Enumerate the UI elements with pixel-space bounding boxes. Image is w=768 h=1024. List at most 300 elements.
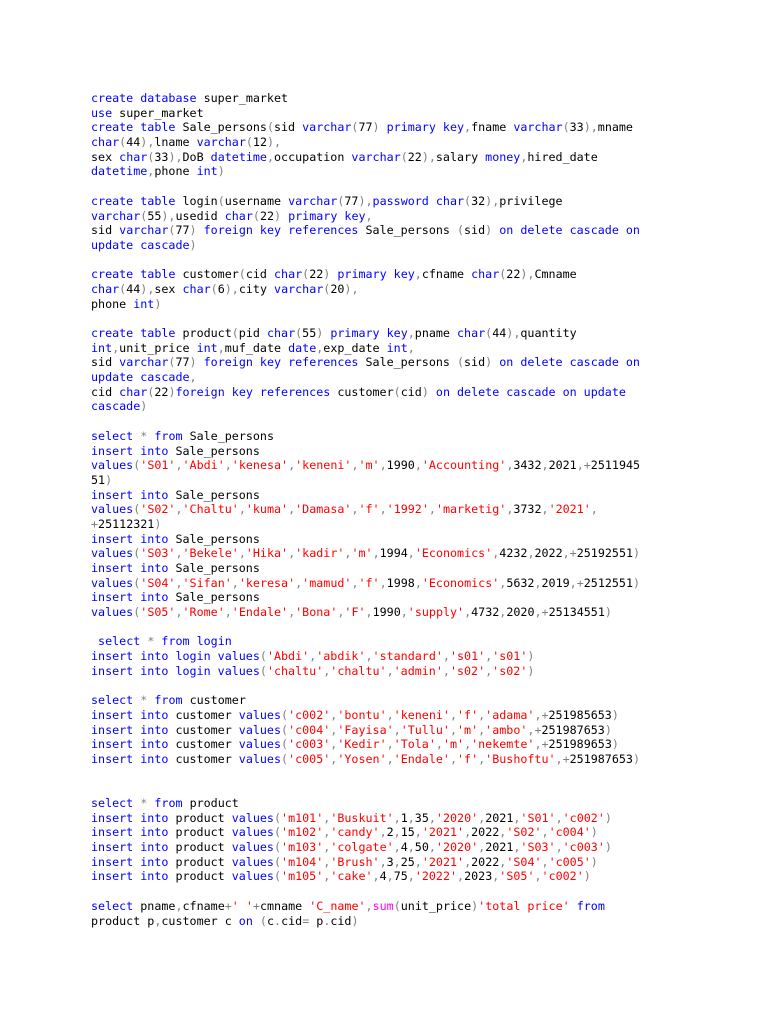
code-token: product [175,326,232,340]
code-token: 1994 [379,546,408,561]
code-token: 's01' [492,649,528,664]
code-token: 'Damasa' [295,502,352,517]
code-line [91,385,691,400]
code-token: '2021' [421,825,465,840]
code-token: 1990 [372,605,401,620]
code-token: ) [527,663,535,678]
code-token: , [499,825,507,840]
blank-line [91,781,691,796]
code-token: ), [421,149,436,164]
code-token: 'colgate' [330,840,394,855]
code-token: , [513,840,521,855]
code-token: unit_price [400,898,472,913]
code-line [91,546,691,561]
code-token: , [224,605,232,620]
code-token: ( [499,267,507,282]
code-token: exp_date [323,340,387,355]
code-token: salary [435,149,486,164]
code-token: , [407,810,415,825]
code-token: ), [168,149,183,164]
code-line [91,326,691,341]
code-token: ) [632,751,641,766]
code-token: 'S03' [520,840,556,855]
code-token: int [196,340,218,355]
code-token: 'keresa' [238,575,296,590]
code-token: insert into [91,722,169,737]
code-token: ( [485,326,493,340]
code-token: 'kuma' [245,502,289,517]
code-token: 'S01' [140,458,176,473]
code-token: customer [182,693,246,708]
code-token: datetime [210,149,267,164]
code-token: 'C_name' [309,898,366,913]
code-token: on delete cascade on [499,355,640,370]
code-line [91,91,691,106]
code-token: ( [217,193,225,208]
code-token: 251989653 [548,737,612,752]
code-token: ( [464,193,472,208]
code-token: 44 [126,135,141,150]
code-token: , [175,898,183,913]
code-token: lname [154,135,197,150]
code-token: ) [604,810,612,825]
blank-line [91,179,691,194]
code-token: ( [273,854,282,869]
code-token: hired_date [527,149,598,164]
code-token: ) [471,898,479,913]
code-token: 'c004' [548,825,591,840]
code-token: ), [140,135,155,150]
code-token: 'Economics' [421,575,500,590]
code-token: 77 [175,355,190,370]
code-token: use [91,105,113,120]
code-token: ), [583,120,598,135]
code-line [91,590,691,605]
code-line [91,737,691,752]
code-token: , [407,326,415,340]
code-token: 'nekemte' [471,737,535,752]
code-token: char [435,193,465,208]
code-token: phone [154,164,197,179]
code-token: date [288,340,317,355]
code-token: ( [302,267,310,282]
code-token: ( [273,869,282,884]
code-token: 'keneni' [393,707,450,722]
sql-document [91,91,691,928]
blank-line [91,767,691,782]
code-token: insert into [91,854,169,869]
code-token: , [288,546,296,561]
code-token: primary key [288,208,366,223]
code-token: occupation [274,149,352,164]
code-token: 15 [400,825,415,840]
code-token: , [337,605,345,620]
code-token: 'f' [457,707,479,722]
code-token: , [379,575,387,590]
code-token: , [464,605,472,620]
code-token: , [175,458,183,473]
code-token: 4 [379,869,387,884]
code-token: 's02' [449,663,486,678]
code-token: 20 [330,281,345,296]
code-token [429,194,436,208]
code-token: , [534,869,542,884]
code-token: Sale_persons [358,355,457,370]
code-token: , [414,267,422,282]
code-token: ) [583,869,591,884]
code-token: * [140,428,148,443]
code-token: , [464,737,472,752]
code-token: insert into [91,810,169,825]
code-token: customer [168,722,239,737]
code-token: * [140,796,148,810]
code-token: ( [119,281,127,296]
code-line [91,135,691,150]
code-token: select [91,796,134,810]
code-token: , [330,751,338,766]
code-token: 'candy' [330,825,380,840]
code-token: ) [590,825,598,840]
code-token: usedid [175,208,225,223]
code-token: ( [266,120,274,135]
code-token: update cascade [91,237,190,252]
code-token: int [91,340,113,355]
code-token: , [428,502,436,517]
code-token: , [323,840,331,855]
code-token: , [541,502,549,517]
code-token: ) [351,913,359,928]
code-token: foreign key references [175,384,331,399]
code-token: 'Chaltu' [182,502,239,517]
code-token: values [231,840,274,855]
code-line [91,209,691,224]
code-token: 35 [414,810,429,825]
code-token: 33 [569,120,584,135]
code-token: Sale_persons [168,590,260,605]
code-token: , [323,810,331,825]
code-token: , [485,649,493,664]
code-token: create table [91,326,176,340]
code-token: , [372,546,380,561]
blank-line [91,253,691,268]
code-line [91,150,691,165]
code-token: 'Sifan' [182,575,232,590]
code-token: 'S04' [506,854,542,869]
code-token: ) [154,516,162,531]
code-token: pname [414,326,458,340]
code-line [91,649,691,664]
code-token: from login [161,634,232,649]
code-token: fname [471,120,514,135]
code-token: 251985653 [548,707,612,722]
code-token: , [393,810,401,825]
code-token: 'kenesa' [231,458,289,473]
code-token: ) [611,737,619,752]
code-token: 'S05' [140,605,176,620]
code-token: values [231,854,274,869]
code-token: ( [168,355,176,370]
code-token: 'Brush' [330,854,380,869]
code-token [429,385,436,399]
code-line [91,223,691,238]
code-token: ) [633,575,641,590]
code-token: , [365,208,373,223]
code-token: create table [91,120,176,135]
code-token: ( [168,223,176,238]
code-token: ) [372,120,380,135]
code-token: , [288,458,296,473]
code-token: char [471,267,500,282]
code-token: , [457,869,465,884]
code-token: ( [147,384,155,399]
code-token [197,223,204,237]
code-token: , [407,869,415,884]
code-token: foreign key references [203,355,359,370]
code-token: ) [105,472,113,487]
code-token: 'S02' [140,502,176,517]
code-line [91,458,691,473]
code-token: , [372,869,380,884]
code-line [91,106,691,121]
code-token: 4732 [471,605,500,620]
code-token: . [274,913,282,928]
code-token: 'supply' [407,605,465,620]
code-token: ,+ [569,575,584,590]
blank-line [91,884,691,899]
code-token: 2511945 [590,458,641,473]
code-token: 'S02' [506,825,542,840]
code-token: ( [393,384,401,399]
code-token: char [266,326,296,340]
code-token: , [541,458,549,473]
code-token: 77 [175,223,190,238]
code-token: ( [323,281,331,296]
code-token: insert into login values [91,663,260,678]
code-token: insert into [91,869,169,884]
code-token: values [91,605,134,620]
code-token: sid [464,355,486,370]
code-token: insert into [91,825,169,840]
code-token: varchar [513,120,563,135]
code-line [91,473,691,488]
code-token: = [302,913,310,928]
code-token: 'keneni' [295,458,352,473]
code-token: , [295,575,303,590]
code-line [91,370,691,385]
code-token: 2 [386,825,394,840]
code-token: insert into [91,737,169,752]
blank-line [91,414,691,429]
code-token: 4 [400,840,408,855]
code-token: ( [273,825,282,840]
code-token: values [91,502,134,517]
code-token: customer [175,267,239,282]
code-token: product [182,796,239,810]
code-token: ( [133,546,141,561]
code-token: '2022' [414,869,458,884]
code-token: Sale_persons [168,531,260,546]
code-token: ,+ [555,751,570,766]
code-token: product [168,810,232,825]
code-token: on delete cascade on update [435,384,626,399]
code-token: 'Yosen' [337,751,387,766]
code-token: insert into [91,707,169,722]
code-token: product [168,854,232,869]
code-token: Sale_persons [175,120,267,135]
code-line [91,502,691,517]
code-token: 'Tola' [393,737,436,752]
code-token: , [386,663,394,678]
code-token: 'c005' [548,854,591,869]
code-token: 'Bona' [295,605,338,620]
code-token: values [238,707,282,722]
code-token: cid [245,267,274,282]
code-token: 25134551 [548,605,605,620]
code-token: Sale_persons [358,223,457,238]
code-token: ,+ [534,737,549,752]
code-token: 's02' [492,663,528,678]
code-token: 'abdik' [316,649,366,664]
code-line [91,517,691,532]
code-token: 'f' [457,751,479,766]
code-token: char [119,149,148,164]
code-token: ) [485,355,493,370]
code-token: 'Bushoftu' [485,751,556,766]
code-token: ) [590,854,598,869]
code-token: ), [506,326,521,340]
code-token: sid [464,223,486,238]
code-line [91,634,691,649]
code-token: 'Accounting' [421,458,507,473]
code-token: product [168,840,232,855]
code-token: , [189,370,197,385]
code-token: 12 [252,135,267,150]
code-token: ) [140,399,148,414]
code-token: ( [281,737,289,752]
code-token: ,+ [534,707,549,722]
code-token: 5632 [506,575,535,590]
code-token: , [238,546,246,561]
code-token: ) [485,223,493,238]
code-token: 44 [126,281,141,296]
code-token: 77 [344,193,359,208]
code-token: , [154,913,162,928]
code-token: , [351,458,359,473]
code-token: , [520,149,528,164]
code-token: char [91,281,120,296]
code-token: 2021 [485,810,514,825]
code-token: foreign key references [203,223,359,238]
code-line [91,444,691,459]
code-token: super_market [112,105,204,120]
code-token: 'total price' [478,898,570,913]
code-token: , [449,707,457,722]
code-token: 'S04' [140,575,176,590]
code-line [91,164,691,179]
code-token: product [168,869,232,884]
code-token: ( [281,707,289,722]
code-token: 2020 [506,605,535,620]
code-token: cid [91,384,120,399]
code-token: , [386,737,394,752]
code-token: 'm' [358,458,380,473]
code-token: ( [231,326,239,340]
code-token: + [252,898,260,913]
code-token: , [541,854,549,869]
code-token: from [154,428,183,443]
code-token: ) [611,707,619,722]
code-token: values [238,722,282,737]
code-token [570,899,577,913]
code-token: 3 [386,854,394,869]
code-token: char [274,267,303,282]
code-token: cmname [259,898,310,913]
code-token: , [485,663,493,678]
code-line [91,282,691,297]
code-token: , [478,751,486,766]
code-token: ) [604,722,612,737]
code-token: , [288,502,296,517]
code-token: , [449,722,457,737]
code-token: primary key [330,326,408,340]
code-token: , [442,649,450,664]
code-token: values [238,737,282,752]
code-token: customer c [161,913,239,928]
code-token: insert into [91,531,169,546]
code-token: super_market [196,91,289,105]
code-token: 'm' [442,737,465,752]
code-token: 'c002' [541,869,584,884]
code-token: ) [633,546,641,561]
code-token: 2022 [534,546,563,561]
code-token: int [386,340,408,355]
code-token: ( [133,575,141,590]
code-token: , [499,605,507,620]
code-token: ( [133,502,141,517]
code-token: from [154,796,183,810]
code-token: ), [140,281,155,296]
code-token: , [309,649,317,664]
code-token: , [379,854,387,869]
code-token: ( [259,663,267,678]
code-line [91,855,691,870]
code-token: Sale_persons [168,561,260,575]
code-token: 'admin' [393,663,443,678]
code-token: , [407,840,415,855]
code-line [91,796,691,811]
code-token: , [541,825,549,840]
code-token: , [393,854,401,869]
code-token: ) [316,326,324,340]
code-token: from [576,898,605,913]
code-token: values [91,458,134,473]
code-token: 'c004' [288,722,331,737]
code-token: , [238,502,246,517]
code-token: 'c005' [288,751,331,766]
code-token: varchar [351,149,401,164]
code-token [380,120,387,134]
code-line [91,341,691,356]
code-token: ,+ [576,458,591,473]
code-token: 'm' [457,722,479,737]
code-token: ( [147,149,155,164]
code-token: ,+ [527,722,542,737]
code-token: , [330,707,338,722]
code-token: * [140,693,148,708]
code-token: cid [281,913,303,928]
code-token: ( [400,149,408,164]
code-line [91,238,691,253]
